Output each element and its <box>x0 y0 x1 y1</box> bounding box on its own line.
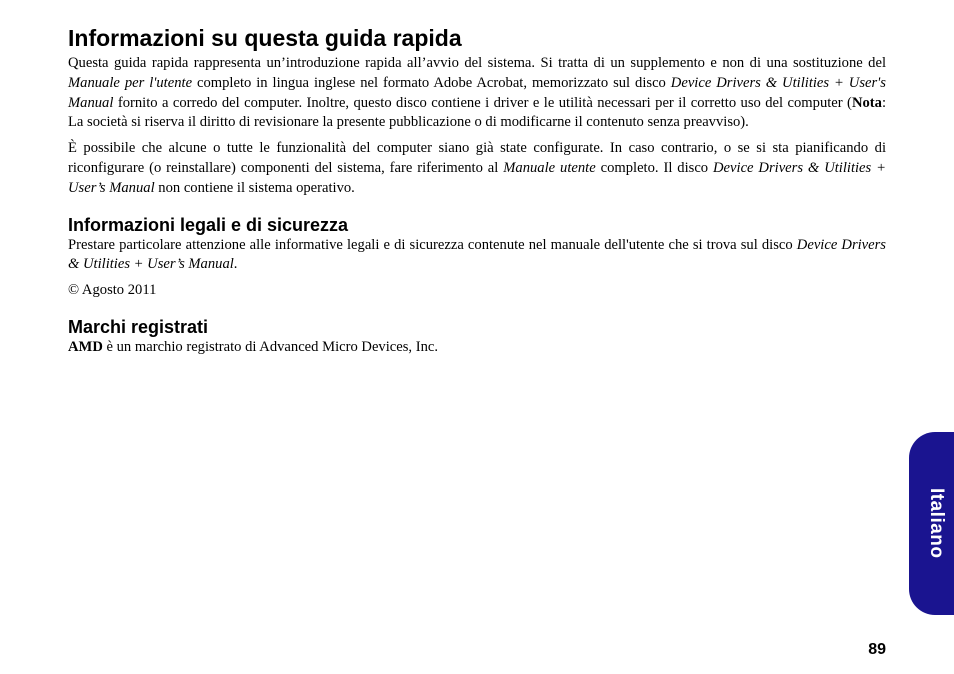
intro-p1-text-e: fornito a corredo del computer. Inoltre, questo disco contiene i driver e le utilità necessari per il corretto uso del computer ( <box>113 94 852 111</box>
intro-p2-disc-name: Device Drivers & Utilities + User’s Manual <box>68 159 886 196</box>
intro-p2-manual-title: Manuale utente <box>503 159 596 176</box>
intro-p2-text-a: È possibile che alcune o tutte le funzionalità del computer siano già state configurate. In caso contrario, o se si sta pianificando di riconfigurare (o reinstallare) componenti del sistema, fare riferimento al <box>68 140 886 176</box>
intro-p2-text-c: completo. Il disco <box>595 159 714 176</box>
intro-p1-manual-title: Manuale per l'utente <box>68 74 193 91</box>
legal-paragraph <box>68 236 886 276</box>
intro-p2-text-e: non contiene il sistema operativo. <box>154 179 355 196</box>
intro-p1-text-a: Questa guida rapida rappresenta un’introduzione rapida all’avvio del sistema. Si tratta di un supplemento e non di una sostituzione del <box>68 55 886 71</box>
copyright-line: © Agosto 2011 <box>68 282 157 299</box>
legal-p1-text-a: Prestare particolare attenzione alle informative legali e di sicurezza contenute nel manuale dell'utente che si trova sul disco <box>68 236 797 253</box>
page-title: Informazioni su questa guida rapida <box>68 25 462 51</box>
legal-p1-disc-name: Device Drivers & Utilities + User’s Manual <box>68 236 886 273</box>
trademarks-paragraph <box>68 338 886 358</box>
intro-p1-text-c: completo in lingua inglese nel formato Adobe Acrobat, memorizzato sul disco <box>192 74 671 91</box>
intro-p1-text-g: : La società si riserva il diritto di revisionare la presente pubblicazione o di modificarne il contenuto senza preavviso). <box>68 94 886 131</box>
intro-p1-note-label: Nota <box>851 94 882 111</box>
page-number: 89 <box>868 641 886 658</box>
language-side-tab-label: Italiano <box>926 488 947 559</box>
intro-p1-disc-name: Device Drivers & Utilities + User's Manual <box>68 74 886 111</box>
legal-heading: Informazioni legali e di sicurezza <box>68 214 349 235</box>
trademarks-heading: Marchi registrati <box>68 316 209 337</box>
legal-p1-text-c: . <box>233 256 238 273</box>
trademark-brand: AMD <box>68 338 103 355</box>
trademark-text: è un marchio registrato di Advanced Micro Devices, Inc. <box>102 338 438 355</box>
intro-paragraph-1 <box>68 54 886 133</box>
language-side-tab-label-wrap <box>909 432 954 615</box>
intro-paragraph-2 <box>68 139 886 198</box>
document-body <box>68 22 886 358</box>
